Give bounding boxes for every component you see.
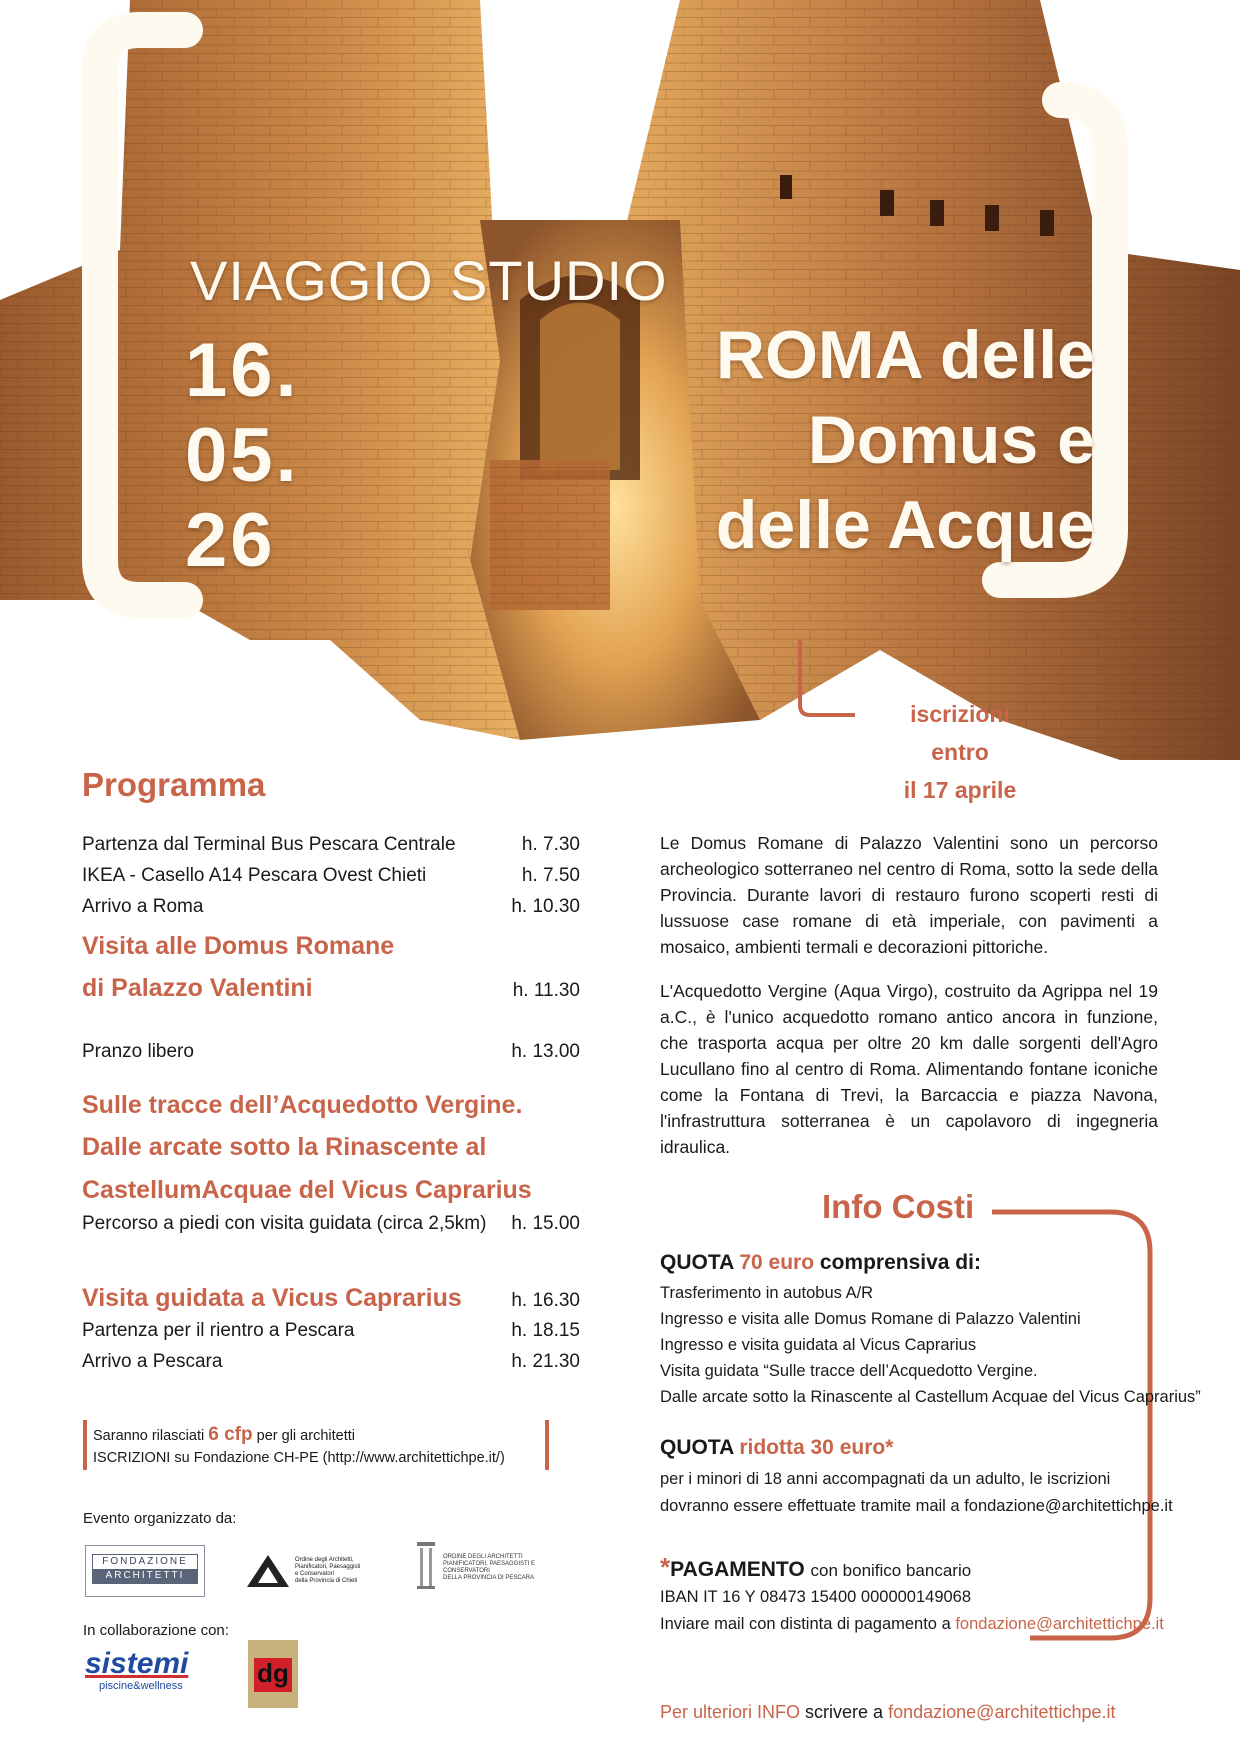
- ordine-chieti-text-line: e Conservatori: [295, 1571, 335, 1577]
- date-month: 05.: [185, 413, 300, 498]
- acquedotto-heading-3: CastellumAcquae del Vicus Caprarius: [82, 1176, 532, 1204]
- domus-description: Le Domus Romane di Palazzo Valentini sono un percorso archeologico sotterraneo nel centro di Roma, sotto la sede della Provincia. Durante lavori di restauro furono scoperti resti di lussuose case romane di età imperiale, con pavimenti a mosaico, ambienti termali e decorazioni pittoriche.: [660, 833, 1158, 957]
- cfp-left-rule: [83, 1420, 87, 1470]
- footer-info: [660, 1702, 1116, 1723]
- acquedotto-heading-1: Sulle tracce dell’Acquedotto Vergine.: [82, 1091, 523, 1119]
- pagamento-heading: [660, 1552, 971, 1583]
- organized-by-label: Evento organizzato da:: [83, 1510, 237, 1527]
- pagamento-mail-pre: Inviare mail con distinta di pagamento a: [660, 1615, 951, 1633]
- deadline-line-2: il 17 aprile: [903, 777, 1017, 803]
- acquedotto-description: L'Acquedotto Vergine (Aqua Virgo), costruito da Agrippa nel 19 a.C., è l'unico acquedotto romano antico ancora in funzione, che trasporta acqua per oltre 20 km dalle sorgenti dell'Agro Lucullano fino al centro di Roma. Alimentando fontane iconiche come la Fontana di Trevi, la Barcaccia e piazza Navona, l'infrastruttura sotterranea è un capolavoro di ingegneria idraulica.: [660, 981, 1158, 1157]
- footer-mid: scrivere a: [805, 1702, 884, 1722]
- date-day: 16.: [185, 328, 300, 413]
- ordine-pescara-text-line: ORDINE DEGLI ARCHITETTI: [443, 1554, 523, 1560]
- costi-title: Info Costi: [822, 1188, 975, 1225]
- quota-label: QUOTA: [660, 1251, 734, 1274]
- sistemi-logo-sub: piscine&wellness: [99, 1680, 183, 1692]
- quota-post: comprensiva di:: [819, 1251, 981, 1274]
- fondazione-logo-top: FONDAZIONE: [102, 1556, 188, 1567]
- schedule-label: Arrivo a Roma: [82, 896, 204, 917]
- pagamento-label: PAGAMENTO: [670, 1558, 805, 1581]
- quota-include-item: Trasferimento in autobus A/R: [660, 1284, 874, 1302]
- ridotta-text: dovranno essere effettuate tramite mail a fondazione@architettichpe.it: [660, 1497, 1173, 1515]
- ordine-chieti-text: [295, 1557, 360, 1585]
- pagamento-mail-line: [660, 1611, 1164, 1637]
- ordine-pescara-text-line: CONSERVATORI: [443, 1568, 490, 1574]
- ordine-chieti-text-line: della Provincia di Chieti: [295, 1578, 358, 1584]
- programma-title: Programma: [82, 766, 266, 803]
- pagamento-star: *: [660, 1552, 671, 1582]
- quota-value: 70 euro: [739, 1251, 815, 1274]
- footer-pre: Per ulteriori INFO: [660, 1702, 801, 1722]
- schedule-time: h. 15.00: [511, 1213, 580, 1234]
- schedule-label: Partenza dal Terminal Bus Pescara Centrale: [82, 834, 456, 855]
- sistemi-logo-word: sistemi: [85, 1647, 189, 1680]
- ridotta-value: ridotta 30 euro*: [739, 1436, 894, 1459]
- schedule-time: h. 16.30: [511, 1290, 580, 1311]
- quota-include-item: Dalle arcate sotto la Rinascente al Castellum Acquae del Vicus Caprarius”: [660, 1388, 1201, 1406]
- cfp-line-2: ISCRIZIONI su Fondazione CH-PE (http://www.architettichpe.it/): [93, 1450, 505, 1466]
- schedule-time: h. 7.30: [521, 834, 580, 855]
- pagamento-mail-link[interactable]: fondazione@architettichpe.it: [955, 1615, 1164, 1633]
- schedule-label: IKEA - Casello A14 Pescara Ovest Chieti: [82, 865, 427, 886]
- cfp-post: per gli architetti: [256, 1428, 355, 1444]
- schedule-time: h. 13.00: [511, 1041, 580, 1062]
- ordine-pescara-logo: [415, 1540, 565, 1595]
- ordine-pescara-text: [443, 1554, 535, 1582]
- dg-logo-mark: dg: [254, 1658, 292, 1692]
- ordine-pescara-text-line: DELLA PROVINCIA DI PESCARA: [443, 1575, 535, 1581]
- fondazione-logo: [85, 1545, 205, 1597]
- event-kicker: VIAGGIO STUDIO: [190, 249, 668, 312]
- ordine-chieti-logo: [245, 1553, 375, 1593]
- event-title-line-3: delle Acque: [715, 487, 1095, 563]
- ordine-chieti-text-line: Ordine degli Architetti,: [295, 1557, 354, 1563]
- registration-deadline: [880, 695, 1040, 809]
- visit-domus-heading-2: di Palazzo Valentini: [82, 974, 313, 1002]
- ordine-chieti-mark-icon: [245, 1553, 291, 1589]
- schedule-time: h. 21.30: [511, 1351, 580, 1372]
- vicus-heading: Visita guidata a Vicus Caprarius: [82, 1284, 462, 1312]
- schedule-time: h. 10.30: [511, 896, 580, 917]
- ridotta-text: per i minori di 18 anni accompagnati da un adulto, le iscrizioni: [660, 1470, 1111, 1488]
- event-title-line-1: ROMA delle: [715, 317, 1095, 393]
- cfp-pre: Saranno rilasciati: [93, 1428, 205, 1444]
- iban: IBAN IT 16 Y 08473 15400 000000149068: [660, 1588, 972, 1606]
- costi-bracket: [990, 1208, 1170, 1648]
- quota-include-item: Ingresso e visita guidata al Vicus Caprarius: [660, 1336, 977, 1354]
- ordine-pescara-text-line: PIANIFICATORI, PAESAGGISTI E: [443, 1561, 536, 1567]
- quota-include-item: Visita guidata “Sulle tracce dell’Acquedotto Vergine.: [660, 1362, 1038, 1380]
- cfp-right-rule: [545, 1420, 549, 1470]
- ridotta-heading: [660, 1436, 893, 1460]
- cfp-number: 6 cfp: [208, 1424, 253, 1445]
- deadline-line-1: iscrizioni entro: [910, 701, 1010, 765]
- dg-logo: [248, 1640, 298, 1708]
- event-title-line-2: Domus e: [807, 402, 1095, 478]
- fondazione-logo-bottom: ARCHITETTI: [93, 1569, 197, 1583]
- ridotta-label: QUOTA: [660, 1436, 734, 1459]
- acquedotto-heading-2: Dalle arcate sotto la Rinascente al: [82, 1133, 487, 1161]
- footer-mail-link[interactable]: fondazione@architettichpe.it: [888, 1702, 1116, 1722]
- collaboration-label: In collaborazione con:: [83, 1622, 229, 1639]
- cfp-note: [93, 1424, 505, 1469]
- quota-include-item: Ingresso e visita alle Domus Romane di Palazzo Valentini: [660, 1310, 1081, 1328]
- schedule-time: h. 7.50: [521, 865, 580, 886]
- date-year: 26: [185, 498, 276, 583]
- schedule-time: h. 11.30: [512, 980, 580, 1001]
- schedule-time: h. 18.15: [511, 1320, 580, 1341]
- schedule-label: Partenza per il rientro a Pescara: [82, 1320, 355, 1341]
- cfp-line-1: [93, 1424, 505, 1447]
- schedule-label: Percorso a piedi con visita guidata (circa 2,5km): [82, 1213, 487, 1234]
- schedule-label: Arrivo a Pescara: [82, 1351, 223, 1372]
- pagamento-post: con bonifico bancario: [810, 1561, 972, 1580]
- schedule-label: Pranzo libero: [82, 1041, 194, 1062]
- visit-domus-heading-1: Visita alle Domus Romane: [82, 932, 395, 960]
- quota-heading: [660, 1251, 981, 1275]
- ordine-chieti-text-line: Pianificatori, Paesaggisti: [295, 1564, 361, 1570]
- sistemi-logo: [85, 1648, 215, 1698]
- hero-section: [0, 0, 1240, 760]
- ordine-pescara-column-icon: [415, 1540, 437, 1590]
